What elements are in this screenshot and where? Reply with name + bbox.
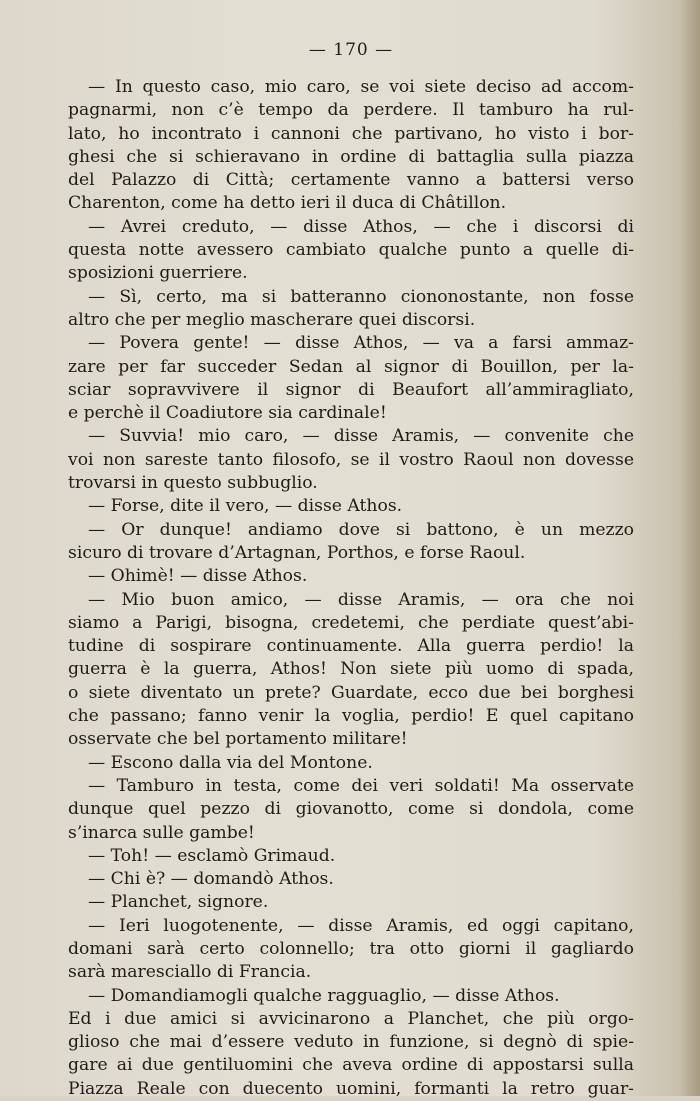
text-line: — Toh! — esclamò Grimaud. bbox=[88, 845, 336, 866]
text-line: — Ieri luogotenente, — disse Aramis, ed oggi capitano, bbox=[88, 915, 634, 936]
text-line: — Ohimè! — disse Athos. bbox=[88, 566, 308, 587]
text-line: — Forse, dite il vero, — disse Athos. bbox=[88, 496, 403, 517]
text-line: s’inarca sulle gambe! bbox=[68, 822, 255, 843]
text-line: — In questo caso, mio caro, se voi siete deciso ad accom- bbox=[88, 77, 634, 97]
text-line: — Escono dalla via del Montone. bbox=[88, 752, 373, 773]
text-line: siamo a Parigi, bisogna, credetemi, che perdiate quest’abi- bbox=[68, 612, 634, 633]
text-line: — Suvvia! mio caro, — disse Aramis, — convenite che bbox=[88, 426, 634, 447]
text-line: sciar sopravvivere il signor di Beaufort all’ammiragliato, bbox=[68, 379, 634, 400]
text-line: dunque quel pezzo di giovanotto, come si dondola, come bbox=[68, 799, 634, 820]
text-line: trovarsi in questo subbuglio. bbox=[68, 473, 318, 494]
text-line: voi non sareste tanto filosofo, se il vostro Raoul non dovesse bbox=[68, 449, 634, 470]
text-line: questa notte avessero cambiato qualche punto a quelle di- bbox=[68, 240, 634, 261]
text-line: — Povera gente! — disse Athos, — va a farsi ammaz- bbox=[88, 333, 634, 354]
page-number: — 170 — bbox=[308, 40, 394, 60]
text-line: glioso che mai d’essere veduto in funzione, si degnò di spie- bbox=[68, 1032, 634, 1053]
text-line: sicuro di trovare d’Artagnan, Porthos, e forse Raoul. bbox=[68, 542, 526, 563]
text-line: guerra è la guerra, Athos! Non siete più uomo di spada, bbox=[68, 659, 634, 680]
text-line: — Chi è? — domandò Athos. bbox=[88, 869, 334, 890]
text-line: — Avrei creduto, — disse Athos, — che i discorsi di bbox=[88, 216, 634, 237]
text-block bbox=[68, 40, 634, 1101]
text-line: gare ai due gentiluomini che aveva ordine di appostarsi sulla bbox=[68, 1055, 634, 1076]
text-line: del Palazzo di Città; certamente vanno a battersi verso bbox=[68, 170, 634, 191]
text-line: zare per far succeder Sedan al signor di Bouillon, per la- bbox=[68, 356, 634, 377]
text-line: — Domandiamogli qualche ragguaglio, — disse Athos. bbox=[88, 985, 560, 1006]
text-line: altro che per meglio mascherare quei discorsi. bbox=[68, 309, 476, 330]
text-line: — Sì, certo, ma si batteranno ciononostante, non fosse bbox=[88, 286, 634, 307]
text-line: Piazza Reale con duecento uomini, formanti la retro guar- bbox=[68, 1078, 634, 1099]
text-line: lato, ho incontrato i cannoni che partivano, ho visto i bor- bbox=[68, 123, 634, 144]
text-line: — Mio buon amico, — disse Aramis, — ora che noi bbox=[88, 589, 634, 610]
text-line: tudine di sospirare continuamente. Alla guerra perdio! la bbox=[68, 636, 634, 657]
text-line: o siete diventato un prete? Guardate, ecco due bei borghesi bbox=[68, 682, 634, 703]
text-line: domani sarà certo colonnello; tra otto giorni il gagliardo bbox=[68, 938, 634, 959]
body-text bbox=[68, 76, 634, 1101]
text-line: che passano; fanno venir la voglia, perdio! E quel capitano bbox=[68, 706, 634, 727]
text-line: ghesi che si schieravano in ordine di battaglia sulla piazza bbox=[68, 146, 634, 167]
text-line: — Or dunque! andiamo dove si battono, è un mezzo bbox=[88, 519, 634, 540]
text-line: — Planchet, signore. bbox=[88, 892, 269, 913]
text-line: Charenton, come ha detto ieri il duca di Châtillon. bbox=[68, 193, 507, 214]
text-line: sarà maresciallo di Francia. bbox=[68, 962, 312, 983]
text-line: pagnarmi, non c’è tempo da perdere. Il tamburo ha rul- bbox=[68, 100, 634, 121]
text-line: e perchè il Coadiutore sia cardinale! bbox=[68, 403, 387, 424]
text-line: Ed i due amici si avvicinarono a Planchet, che più orgo- bbox=[68, 1008, 634, 1029]
text-line: sposizioni guerriere. bbox=[68, 263, 248, 284]
text-line: osservate che bel portamento militare! bbox=[68, 729, 408, 750]
text-line: — Tamburo in testa, come dei veri soldati! Ma osservate bbox=[88, 775, 634, 796]
page-edge-shadow bbox=[678, 0, 700, 1096]
